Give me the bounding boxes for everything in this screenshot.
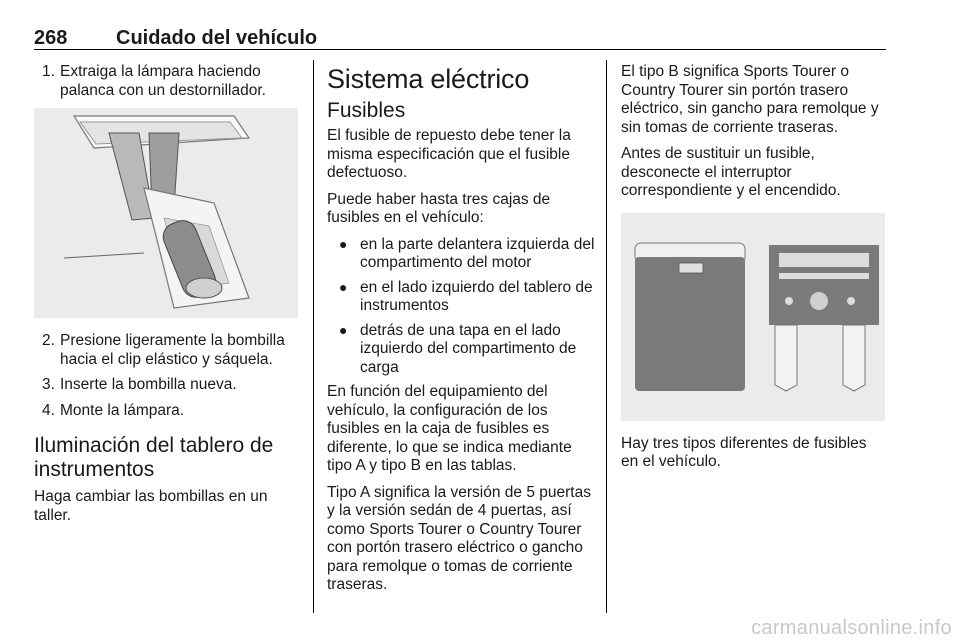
list-item: ● en el lado izquierdo del tablero de instrumentos [339, 278, 593, 314]
column-2 [327, 63, 595, 603]
section-title: Cuidado del vehículo [116, 27, 318, 49]
subsection-heading: Fusibles [327, 99, 406, 122]
list-item: 3. Inserte la bombilla nueva. [42, 376, 237, 393]
paragraph: Antes de sustituir un fusible, desconecte el interruptor correspondiente y el encendido. [621, 145, 841, 199]
list-item: ● en la parte delantera izquierda del compartimento del motor [339, 235, 595, 271]
fusebox-locations [327, 236, 595, 378]
paragraph: El tipo B significa Sports Tourer o Country Tourer sin portón trasero eléctrico, sin gancho para remolque y sin tomas de corriente traseras. [621, 63, 879, 136]
fuse-illustration [621, 213, 885, 421]
list-item: ● detrás de una tapa en el lado izquierdo del compartimento de carga [339, 321, 577, 376]
list-item: 2. Presione ligeramente la bombilla hacia el clip elástico y sáquela. [42, 332, 285, 368]
column-1 [34, 63, 300, 533]
list-item: 1. Extraiga la lámpara haciendo palanca con un destornillador. [42, 63, 266, 99]
paragraph: Puede haber hasta tres cajas de fusibles en el vehículo: [327, 190, 551, 226]
chapter-heading: Sistema eléctrico [327, 64, 530, 94]
page-header [34, 0, 886, 50]
steps-list-a [34, 63, 300, 100]
steps-list-b [34, 332, 300, 420]
paragraph: El fusible de repuesto debe tener la misma especificación que el fusible defectuoso. [327, 127, 571, 181]
lamp-illustration [34, 108, 298, 318]
header-rule [34, 49, 886, 50]
section-heading: Iluminación del tablero de instrumentos [34, 434, 274, 481]
page-number: 268 [34, 27, 68, 49]
paragraph: Tipo A significa la versión de 5 puertas y la versión sedán de 4 puertas, así como Sports Tourer o Country Tourer con portón trasero eléctrico o gancho para remolque o tomas de corriente traseras. [327, 483, 591, 593]
paragraph: Haga cambiar las bombillas en un taller. [34, 488, 268, 524]
watermark: carmanualsonline.info [751, 617, 952, 639]
list-item: 4. Monte la lámpara. [42, 401, 185, 419]
column-3 [621, 63, 887, 480]
column-divider-1 [313, 60, 314, 613]
paragraph: Hay tres tipos diferentes de fusibles en el vehículo. [621, 434, 867, 470]
column-divider-2 [606, 60, 607, 613]
paragraph: En función del equipamiento del vehículo, la configuración de los fusibles en la caja de fusibles es diferente, lo que se indica mediante tipo A y tipo B en las tablas. [327, 383, 572, 474]
